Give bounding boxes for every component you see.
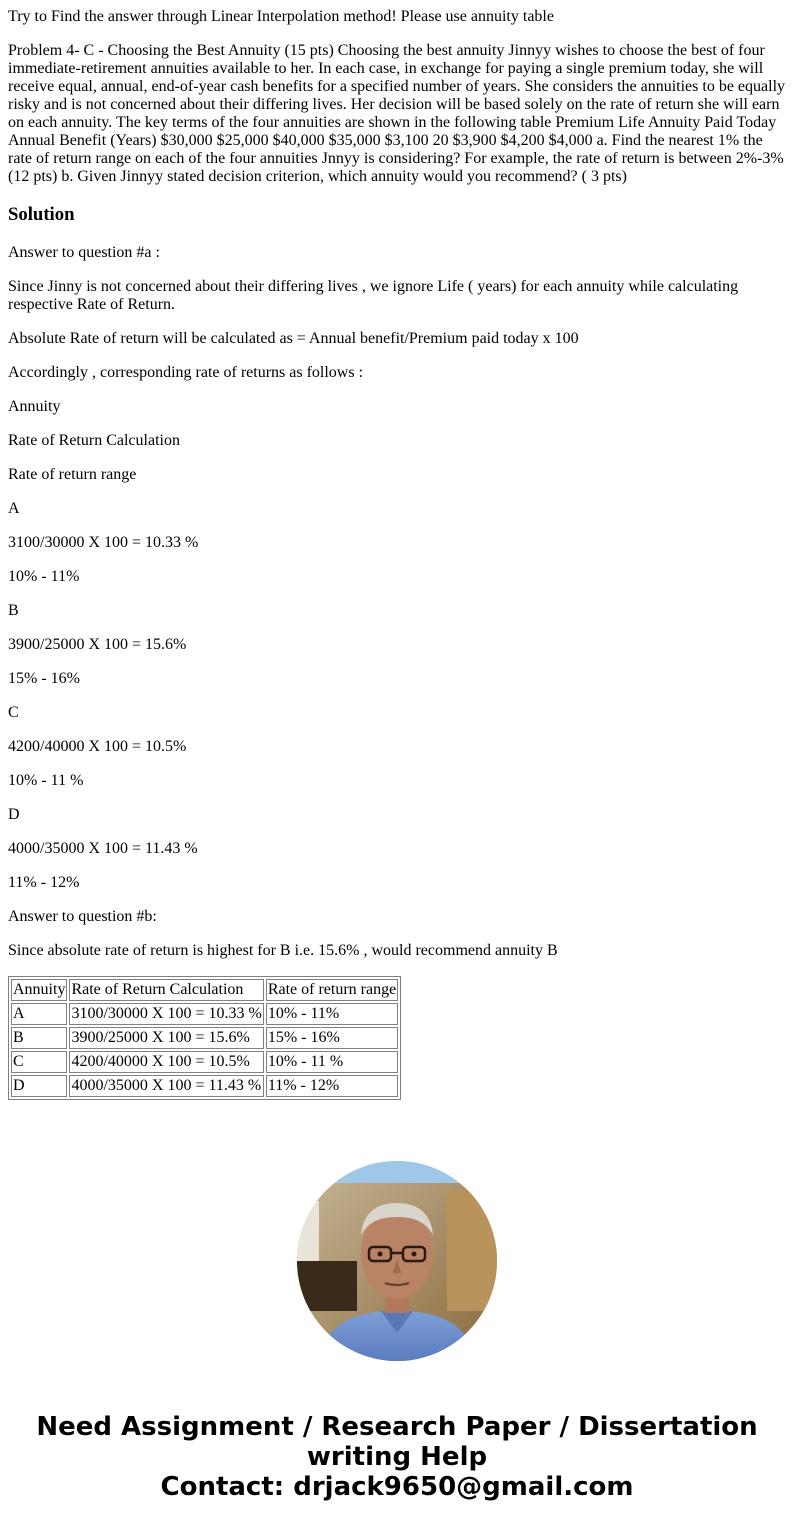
explanation-paragraph: Since Jinny is not concerned about their differing lives , we ignore Life ( years) for each annuity while calculating respective Rate of Return. — [8, 278, 739, 313]
table-cell: 3900/25000 X 100 = 15.6% — [69, 1027, 263, 1049]
solution-heading: Solution — [8, 204, 75, 225]
annuity-b-calc: 3900/25000 X 100 = 15.6% — [8, 636, 187, 653]
annuity-b-range: 15% - 16% — [8, 670, 80, 687]
table-cell: 3100/30000 X 100 = 10.33 % — [69, 1003, 263, 1025]
table-cell: 11% - 12% — [266, 1075, 398, 1097]
annuity-d-calc: 4000/35000 X 100 = 11.43 % — [8, 840, 198, 857]
table-cell: 10% - 11 % — [266, 1051, 398, 1073]
annuity-b-label: B — [8, 602, 19, 619]
recommendation-paragraph: Since absolute rate of return is highest for B i.e. 15.6% , would recommend annuity B — [8, 942, 558, 959]
formula-paragraph: Absolute Rate of return will be calculated as = Annual benefit/Premium paid today x 100 — [8, 330, 579, 347]
header-range: Rate of return range — [8, 466, 137, 483]
annuity-c-label: C — [8, 704, 19, 721]
header-calculation: Rate of Return Calculation — [8, 432, 180, 449]
footer-line-1: Need Assignment / Research Paper / Dissertation — [36, 1412, 758, 1442]
annuity-a-calc: 3100/30000 X 100 = 10.33 % — [8, 534, 199, 551]
table-cell: 15% - 16% — [266, 1027, 398, 1049]
intro-returns-paragraph: Accordingly , corresponding rate of returns as follows : — [8, 364, 364, 381]
table-cell: D — [11, 1075, 67, 1097]
annuity-a-label: A — [8, 500, 20, 517]
table-cell: A — [11, 1003, 67, 1025]
table-row — [11, 1051, 398, 1073]
table-cell: 4000/35000 X 100 = 11.43 % — [69, 1075, 263, 1097]
table-row — [11, 1027, 398, 1049]
author-photo — [297, 1161, 497, 1361]
table-header-row — [11, 979, 398, 1001]
return-table — [8, 976, 401, 1100]
footer-line-2: writing Help — [306, 1442, 488, 1472]
table-header-cell: Rate of return range — [266, 979, 398, 1001]
problem-text: Problem 4- C - Choosing the Best Annuity (15 pts) Choosing the best annuity Jinnyy wishes to choose the best of four immediate-retirement annuities available to her. In each case, in exchange for paying a single premium today, she will receive equal, annual, end-of-year cash benefits for a specified number of years. She considers the annuities to be equally risky and is not concerned about their differing lives. Her decision will be based solely on the rate of return she will earn on each annuity. The key terms of the four annuities are shown in the following table Premium Life Annuity Paid Today Annual Benefit (Years) $30,000 $25,000 $40,000 $35,000 $3,100 20 $3,900 $4,200 $4,000 a. Find the nearest 1% the rate of return range on each of the four annuities Jnnyy is considering? For example, the rate of return is between 2%-3% (12 pts) b. Given Jinnyy stated decision criterion, which annuity would you recommend? ( 3 pts) — [8, 42, 786, 185]
table-cell: 10% - 11% — [266, 1003, 398, 1025]
annuity-d-range: 11% - 12% — [8, 874, 80, 891]
annuity-c-range: 10% - 11 % — [8, 772, 84, 789]
page-content — [0, 8, 794, 1100]
answer-b-heading: Answer to question #b: — [8, 908, 157, 925]
table-header-cell: Rate of Return Calculation — [69, 979, 263, 1001]
annuity-a-range: 10% - 11% — [8, 568, 80, 585]
question-intro: Try to Find the answer through Linear Interpolation method! Please use annuity table — [8, 8, 554, 25]
table-header-cell: Annuity — [11, 979, 67, 1001]
footer-contact: Contact: drjack9650@gmail.com — [160, 1472, 634, 1502]
header-annuity: Annuity — [8, 398, 61, 415]
table-cell: 4200/40000 X 100 = 10.5% — [69, 1051, 263, 1073]
table-row — [11, 1003, 398, 1025]
answer-a-heading: Answer to question #a : — [8, 244, 160, 261]
portrait-image — [297, 1161, 497, 1361]
annuity-d-label: D — [8, 806, 20, 823]
table-cell: B — [11, 1027, 67, 1049]
table-row — [11, 1075, 398, 1097]
annuity-c-calc: 4200/40000 X 100 = 10.5% — [8, 738, 187, 755]
table-cell: C — [11, 1051, 67, 1073]
footer-banner — [0, 1412, 794, 1502]
